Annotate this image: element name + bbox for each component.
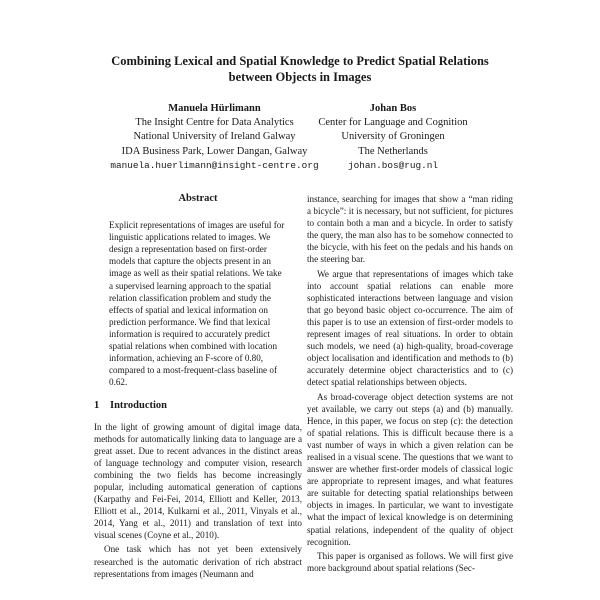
author-name: Johan Bos	[369, 103, 417, 114]
intro-paragraph-1: In the light of growing amount of digital image data, methods for automatically linking data to language are a great asset. Due to recent advances in the distinct areas of language technology and computer vision, research combining the two fields has become increasingly popular, including automatical generation of captions (Karpathy and Fei-Fei, 2014, Elliott and Keller, 2013, Elliott et al., 2014, Kulkarni et al., 2011, Vinyals et al., 2014, Yang et al., 2011) and translation of text into visual scenes (Coyne et al., 2010).	[94, 421, 302, 541]
abstract-text: Explicit representations of images are useful for linguistic applications related to images. We design a representation based on first-order models that capture the objects present in an image as well as their spatial relations. We take a supervised learning approach to the spatial relation classification problem and study the effects of spatial and lexical information on prediction performance. We find that lexical information is required to accurately predict spatial relations when combined with location information, achieving an F-score of 0.80, compared to a most-frequent-class baseline of 0.62.	[109, 220, 285, 388]
author-block-1	[82, 102, 347, 173]
author-affiliation: National University of Ireland Galway	[133, 131, 296, 143]
author-affiliation: The Insight Centre for Data Analytics	[135, 117, 294, 129]
author-affiliation: Center for Language and Cognition	[318, 117, 468, 129]
section-heading-introduction	[94, 400, 302, 412]
author-email[interactable]: manuela.huerlimann@insight-centre.org	[110, 159, 319, 171]
author-email[interactable]: johan.bos@rug.nl	[347, 159, 438, 171]
body-paragraph-4: This paper is organised as follows. We will first give more background about spatial relations (Sec-	[307, 550, 513, 573]
author-block-2	[318, 102, 468, 173]
author-affiliation: IDA Business Park, Lower Dangan, Galway	[121, 145, 308, 157]
abstract-body	[109, 219, 287, 388]
body-paragraph-2: We argue that representations of images which take into account spatial relations can enable more sophisticated interactions between language and vision that go beyond basic object co-occurrence. The aim of this paper is to use an extension of first-order models to represent images of real situations. In order to obtain such models, we need (a) high-quality, broad-coverage object localisation and identification and methods to (b) accurately determine object characteristics and to (c) detect spatial relationships between objects.	[307, 268, 513, 388]
author-affiliation: University of Groningen	[341, 131, 445, 143]
section-number: 1	[94, 400, 100, 412]
author-name: Manuela Hürlimann	[168, 103, 261, 114]
paper-title	[60, 53, 540, 85]
paper-title-line-2: between Objects in Images	[228, 70, 372, 84]
body-paragraph-1: instance, searching for images that show a “man riding a bicycle”: it is necessary, but not sufficient, for pictures to contain both a man and a bicycle. In order to satisfy the query, the man also has to be somehow connected to the bicycle, with his feet on the pedals and his hands on the steering bar.	[307, 194, 513, 265]
left-column	[94, 193, 302, 580]
body-paragraph-3: As broad-coverage object detection systems are not yet available, we carry out steps (a) and (b) manually. Hence, in this paper, we focus on step (c): the detection of spatial relations. This is difficult because there is a vast number of ways in which a given relation can be realised in a visual scene. The questions that we want to answer are whether first-order models of classical logic are appropriate to represent images, and what features are suitable for detecting spatial relationships between objects in images. In particular, we want to investigate what the impact of lexical knowledge is on determining spatial relations, independent of the quality of object recognition.	[307, 391, 513, 547]
author-affiliation: The Netherlands	[358, 145, 428, 157]
right-column	[307, 193, 513, 574]
section-title: Introduction	[110, 400, 167, 412]
intro-paragraph-2: One task which has not yet been extensively researched is the automatic derivation of rich abstract representations from images (Neumann and	[94, 544, 302, 579]
paper-title-line-1: Combining Lexical and Spatial Knowledge to Predict Spatial Relations	[111, 54, 489, 68]
abstract-heading: Abstract	[178, 193, 218, 204]
